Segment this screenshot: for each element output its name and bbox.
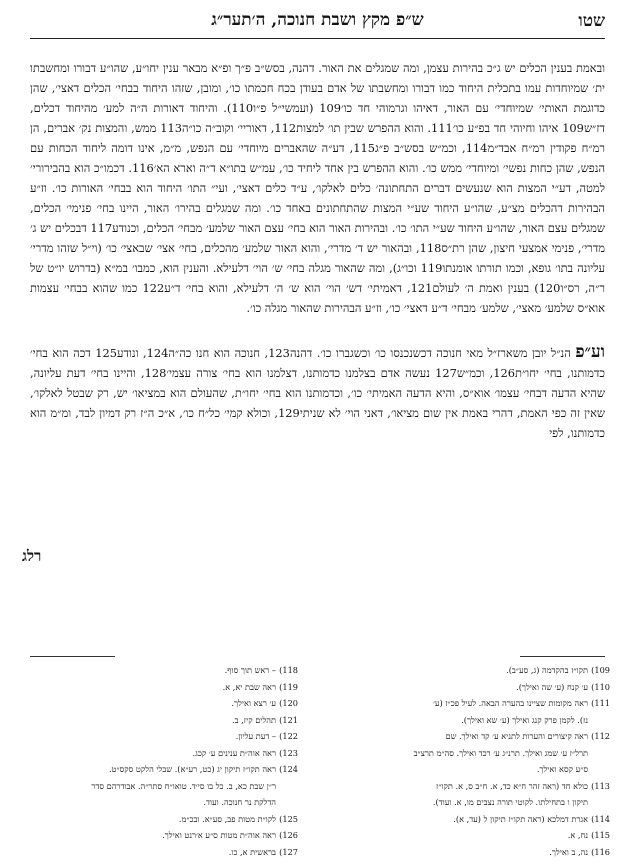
paragraph: ובאמת בענין הכלים יש ג״כ בהירות עצמן, ומה שמגלים את האור. דהנה, בסש״ב פ״ך ופ״א מבאר ענין יחו״ע, שהו״ע דבורו ומחשבתו ית׳ שמיוחדות עמו בתכלית היחוד כמו דבורו ומחשבתו של אדם בעודן בכח חכמתו כו׳, ומובן, שזהו היחוד בבחי׳ הכלים דאצי׳, שהן כדוגמת האותי׳ שמיוחדי׳ עם האור, דאיהו וגרמוהי חד כו׳109 (ועמשי״ל פ״ו110). והיחוד דאורות ה״ה למע׳ מהיחוד דכלים, דז״ש109 איהו וחיוהי חד בפ״ע כו׳111. והוא ההפרש שבין תו׳ למצות112, דאוריי׳ וקוב״ה כו״ה113 ממש, והמצות נק׳ אברים, הן רמ״ח פקודין רמ״ח אבד״מ114, וכמ״ש בסש״ב פ״ג115, דע״ה שהאברים מיוחדי׳ עם הנפש, מ״מ, אינו דומה ליחוד הכחות עם הנפש, שהן כחות נפשי׳ ומיוחדי׳ ממש כו׳. והוא ההפרש בין אחד ליחיד כו׳, עמ״ש בתו״א ד״ה וארא הא׳116. דכמו״כ הוא בהבירורי׳ למטה, דע״י המצות הוא שנעשים דברים התחתונה׳ כלים לאלקו׳, ע״ד כלים דאצי׳, ועי״ התו׳ היחוד הוא בבחי׳ האורות כו׳. וז״ע הבהירות דהכלים מצ״ע, שהו״ע היחוד שע״י המצות שהתחתונים באחד כו׳. ומה שמגלים בהירו׳ האור, היינו בחי׳ פנימי׳ הכלים, שמגלים עצם האור, שהו״ע היחוד שע״י התו׳ כו׳. ובהירות האור הוא בחי׳ עצם האור שלמע׳ מבחי׳ הכלים, וכנודע117 דבכלים יש ג׳ מדרי׳, פנימי אמצעי חיצון, שהן רת״ס118, ובהאור יש ד׳ מדרי׳, והוא האור שלמע׳ מהכלים, בחי׳ אצי׳ שבאצי׳ כו׳ (וי״ל שזהו מדרי׳ עליונה בתו׳ גופא, וכמו תורתו אומנתו119 וכו״ג), ומה שהאור מגלה בחי׳ ש׳ הוי׳ דלעילא. והענין הוא, כמבו׳ במ״א (בדרוש יו״ט של ר״ה, רס״ו120) בענין ואמת ה׳ לעולם121, דאמיתי׳ דש׳ הוי׳ הוא ש׳ ה׳ דלעילא, והוא בחי׳ ד״ע122 כמו שהוא בבחי׳ עצמות אוא״ס שלמע׳ מאצי׳, שלמע׳ מבחי׳ ד״ע דאצי׳ כו׳, וז״ע הבהירות שהאור מגלה כו׳. — [30, 61, 606, 315]
footnote-text: נח, א. — [567, 830, 588, 840]
footnote — [342, 695, 610, 712]
main-text — [30, 58, 605, 443]
page-title: ש״פ מקץ ושבת חנוכה, ה׳תער״ג — [211, 10, 424, 30]
footnote-text: ראה מקומות שציינו בהערה הבאה. לעיל פכ״ז (ע׳ — [432, 698, 588, 708]
footnote-number: 118) — [279, 665, 298, 675]
footnote — [30, 695, 298, 712]
footnote — [342, 728, 610, 745]
footnote — [342, 811, 610, 828]
footnote — [342, 679, 610, 696]
paragraph — [30, 342, 605, 443]
footnote-text: ראה שבת יא, א. — [222, 681, 276, 692]
footnote-text: ע׳ רצא ואילך. — [231, 698, 276, 708]
footnote-text: ס״ע קסא ואילך. — [536, 764, 588, 774]
footnote — [342, 778, 610, 795]
footnote — [342, 794, 610, 811]
footnote-number: 126) — [279, 830, 298, 840]
header-rule — [30, 38, 605, 39]
footnote — [30, 827, 298, 844]
footnote — [342, 844, 610, 861]
footnote-text: ע׳ קנח (ע׳ שה ואילך). — [516, 681, 588, 692]
footnote-text: תהלים קיז, ב. — [232, 714, 276, 725]
footnote-number: 111) — [591, 698, 610, 708]
footnote-number: 114) — [591, 813, 610, 824]
footnote — [342, 761, 610, 778]
footnote — [342, 745, 610, 762]
footnote — [342, 712, 610, 729]
footnote-text: נז). לקמן פרק קנג ואילך (ע׳ שא ואילך). — [461, 714, 588, 725]
footnotes-right-column — [342, 662, 610, 860]
footnote-text: ראה אוה״ת ענינים ע׳ קכג. — [192, 747, 276, 758]
footnote — [30, 794, 298, 811]
footnote-text: בראשית א, כו. — [228, 846, 276, 857]
footnote — [30, 679, 298, 696]
footnote-text: תיקון ו בתחילתו. לקוטי תורה נצבים מו, א. ועוד). — [432, 797, 588, 807]
footnote-text: ראה תקו״ז תיקון יג (כט, רע״א). שבלי הלקט סקס״ט. — [108, 764, 276, 774]
footnote — [30, 728, 298, 745]
footnote-text: – ראש תוך סוף. — [224, 665, 276, 675]
footnote-number: 125) — [279, 813, 298, 824]
footnote — [30, 811, 298, 828]
footnote-text: תרל״ז ע׳ שמג ואילך. תרנ״ג ע׳ רכד ואילך. סה״מ תרצ״ב — [413, 747, 588, 758]
footnote — [342, 662, 610, 679]
footnote-number: 127) — [279, 846, 298, 857]
page-header — [30, 10, 605, 36]
footnote-text: נה, ב ואילך. — [549, 846, 588, 857]
footnote — [30, 745, 298, 762]
footnote-text: הדלקת נר חנוכה. ועוד. — [203, 797, 276, 807]
footnote — [30, 662, 298, 679]
footnote-divider — [520, 656, 605, 657]
footnote — [342, 827, 610, 844]
footnote-number: 110) — [591, 681, 610, 692]
footnote-text: אגרת דמלכא (ראה תקו״ז תיקון ל (עד, א). — [453, 813, 588, 824]
footnote-number: 122) — [279, 731, 298, 741]
side-number: רלג — [22, 547, 42, 565]
section-lead-word: וע״פ — [575, 342, 605, 362]
footnote-text: לקו״ת מטות פב, סע״א. ובכ״מ. — [178, 813, 276, 824]
page-number: שטו — [578, 11, 605, 31]
footnote-number: 121) — [279, 714, 298, 725]
footnote-number: 119) — [279, 681, 298, 692]
paragraph-text: הנ״ל יובן משארז״ל מאי חנוכה דכשנכנסו כו׳ וכשגברו כו׳. דהנה123, חנוכה הוא חנו כה״ה124, ונודע125 דכה הוא בחי׳ כדמותנו, בחי׳ יחו״ת126, וכמ״ש127 נעשה אדם בצלמנו כדמותנו, דצלמנו הוא בחי׳ צורה עצמי׳128, והיינו בחי׳ דעת עליונה, שהיא הדעה דבחי׳ עצמו׳ אוא״ס, והיא הדעה האמיתי׳ כו׳, וכדמותנו הוא בחי׳ יחו״ת, שהעולם הוא במציאו׳ יש, רק שבטל לאלקו׳, שאין זה כפי האמת, דהרי באמת אין שום מציאו׳, דאני הוי׳ לא שניתי129, וכולא קמי׳ כל״ח כו׳, א״כ ה״ז רק דמיון לבד, ומ״מ הוא כדמותנו, לפי — [30, 346, 605, 440]
footnote — [30, 712, 298, 729]
footnote — [30, 844, 298, 861]
footnote-number: 116) — [591, 846, 610, 857]
footnote — [30, 778, 298, 795]
footnote-divider — [30, 656, 115, 657]
footnote-text: ראה אוה״ת מטות ס״ע א׳רנט ואילך. — [162, 830, 276, 840]
footnote-number: 120) — [279, 698, 298, 708]
footnote-text: ר״ן שבת כא, ב. כל בו סי׳ד. טואו״ח סתר״ה. אבודרהם סדר — [91, 780, 276, 791]
footnotes-left-column — [30, 662, 298, 860]
footnote-number: 115) — [591, 830, 610, 840]
footnote-text: – דעת עליון. — [235, 731, 276, 741]
footnote — [30, 761, 298, 778]
footnote-number: 123) — [279, 747, 298, 758]
footnote-number: 113) — [591, 780, 610, 791]
footnote-number: 109) — [591, 665, 610, 675]
footnote-number: 124) — [279, 764, 298, 774]
footnote-number: 112) — [591, 731, 610, 741]
footnote-text: ראה קיצורים והערות לתניא ע׳ קד ואילך. שם — [445, 731, 588, 741]
footnote-text: תקו״ז בהקדמה (ג, סע״ב). — [506, 665, 588, 675]
footnote-text: כולא חד (ראה זהר ח״א כד, א. ח״ב ס, א. תקו״ז — [436, 780, 588, 791]
